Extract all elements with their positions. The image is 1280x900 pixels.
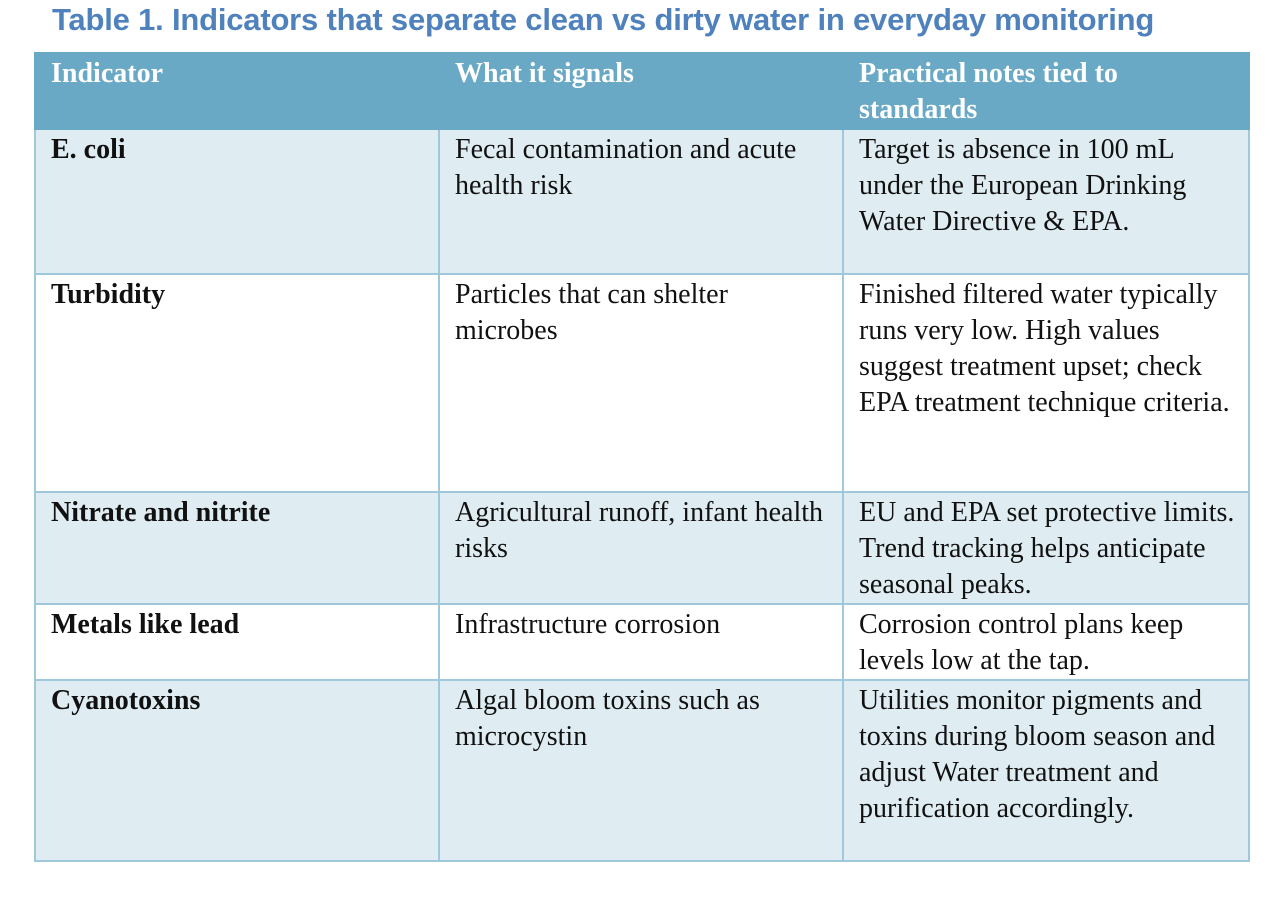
header-what-it-signals: What it signals: [439, 53, 843, 129]
cell-indicator: Cyanotoxins: [35, 680, 439, 861]
cell-notes: EU and EPA set protective limits. Trend tracking helps anticipate seasonal peaks.: [843, 492, 1249, 604]
header-indicator: Indicator: [35, 53, 439, 129]
table-header: [35, 53, 1249, 129]
header-row: [35, 53, 1249, 129]
indicators-table: [34, 52, 1250, 862]
cell-notes: Target is absence in 100 mL under the European Drinking Water Directive & EPA.: [843, 129, 1249, 274]
table-row: [35, 680, 1249, 861]
table-row: [35, 129, 1249, 274]
table-body: [35, 129, 1249, 861]
cell-signal: Particles that can shelter microbes: [439, 274, 843, 492]
cell-signal: Fecal contamination and acute health risk: [439, 129, 843, 274]
cell-indicator: Metals like lead: [35, 604, 439, 680]
cell-notes: Utilities monitor pigments and toxins during bloom season and adjust Water treatment and purification accordingly.: [843, 680, 1249, 861]
table-row: [35, 274, 1249, 492]
cell-indicator: E. coli: [35, 129, 439, 274]
cell-notes: Corrosion control plans keep levels low at the tap.: [843, 604, 1249, 680]
table-caption: Table 1. Indicators that separate clean vs dirty water in everyday monitoring: [52, 2, 1155, 37]
table-row: [35, 492, 1249, 604]
cell-signal: Algal bloom toxins such as microcystin: [439, 680, 843, 861]
cell-signal: Agricultural runoff, infant health risks: [439, 492, 843, 604]
cell-notes: Finished filtered water typically runs very low. High values suggest treatment upset; check EPA treatment technique criteria.: [843, 274, 1249, 492]
cell-indicator: Nitrate and nitrite: [35, 492, 439, 604]
table-row: [35, 604, 1249, 680]
cell-indicator: Turbidity: [35, 274, 439, 492]
header-practical-notes: Practical notes tied to standards: [843, 53, 1249, 129]
cell-signal: Infrastructure corrosion: [439, 604, 843, 680]
